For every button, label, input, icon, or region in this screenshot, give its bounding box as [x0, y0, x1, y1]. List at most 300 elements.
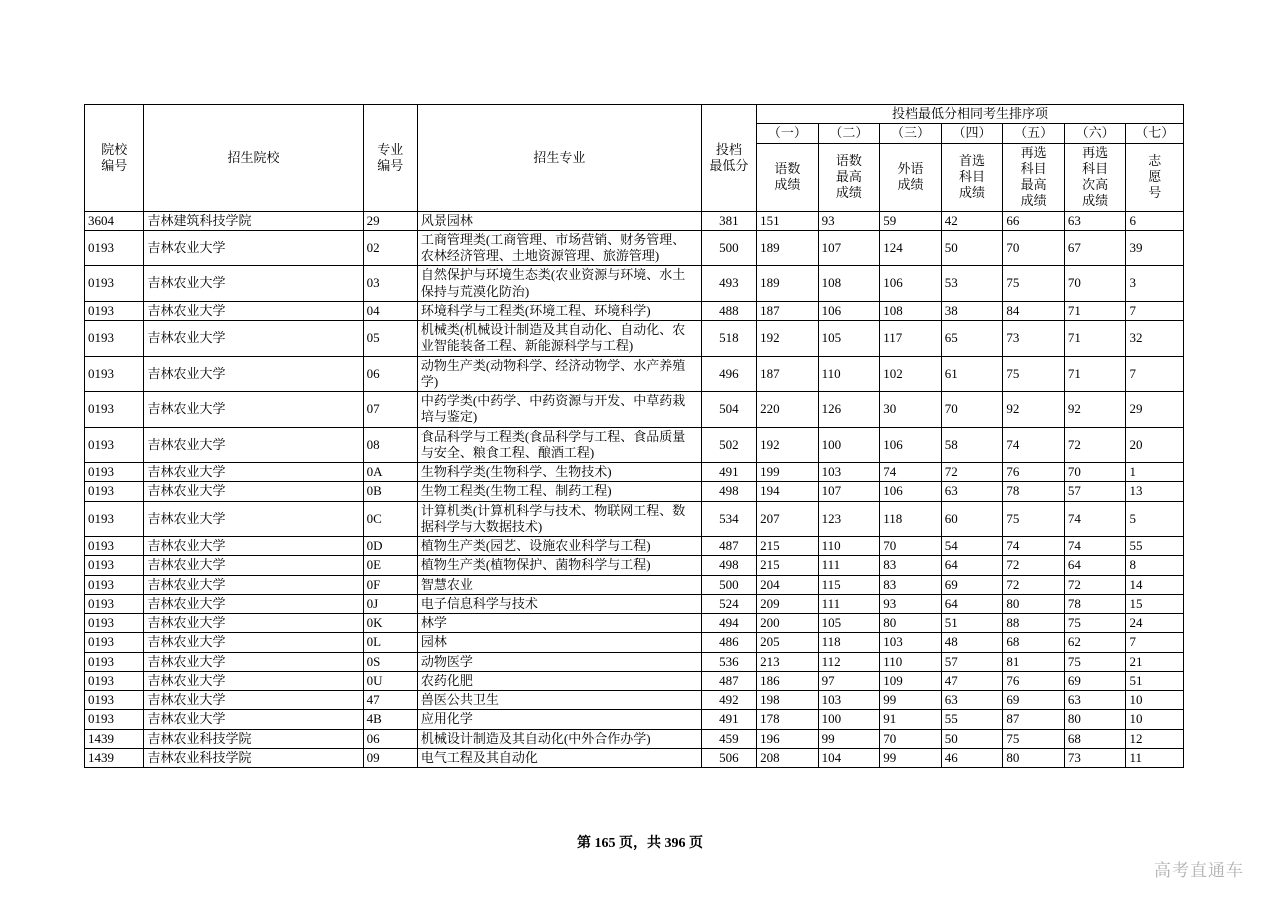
header-rank-2: （二）: [818, 124, 880, 143]
cell-choice-number: 7: [1126, 301, 1184, 320]
cell-school-code: 0193: [85, 652, 144, 671]
cell-major-name: 计算机类(计算机科学与技术、物联网工程、数据科学与大数据技术): [417, 501, 701, 537]
cell-elective-second-score: 75: [1064, 652, 1126, 671]
cell-school-code: 0193: [85, 537, 144, 556]
cell-chinese-math-top-score: 110: [818, 356, 880, 392]
header-rank-4: （四）: [941, 124, 1003, 143]
cell-major-code: 0E: [363, 556, 417, 575]
table-row: [85, 748, 1184, 767]
cell-elective-second-score: 71: [1064, 321, 1126, 357]
cell-min-score: 534: [701, 501, 756, 537]
cell-choice-number: 8: [1126, 556, 1184, 575]
cell-elective-top-score: 70: [1003, 230, 1065, 266]
cell-chinese-math-score: 189: [757, 266, 819, 302]
cell-major-name: 林学: [417, 614, 701, 633]
cell-foreign-language-score: 124: [880, 230, 942, 266]
cell-major-name: 应用化学: [417, 710, 701, 729]
cell-major-name: 智慧农业: [417, 575, 701, 594]
cell-first-subject-score: 54: [941, 537, 1003, 556]
cell-foreign-language-score: 106: [880, 266, 942, 302]
cell-chinese-math-top-score: 93: [818, 211, 880, 230]
cell-school-name: 吉林农业大学: [144, 266, 363, 302]
cell-elective-top-score: 80: [1003, 594, 1065, 613]
cell-elective-top-score: 75: [1003, 729, 1065, 748]
cell-chinese-math-score: 187: [757, 301, 819, 320]
cell-choice-number: 29: [1126, 392, 1184, 428]
cell-elective-second-score: 64: [1064, 556, 1126, 575]
cell-school-code: 0193: [85, 427, 144, 463]
table-body: [85, 211, 1184, 768]
cell-foreign-language-score: 30: [880, 392, 942, 428]
cell-elective-second-score: 73: [1064, 748, 1126, 767]
cell-elective-second-score: 68: [1064, 729, 1126, 748]
cell-foreign-language-score: 80: [880, 614, 942, 633]
cell-min-score: 500: [701, 575, 756, 594]
cell-min-score: 488: [701, 301, 756, 320]
watermark: 高考直通车: [1154, 861, 1244, 880]
cell-chinese-math-score: 192: [757, 427, 819, 463]
cell-school-name: 吉林农业科技学院: [144, 748, 363, 767]
cell-foreign-language-score: 83: [880, 556, 942, 575]
cell-school-code: 0193: [85, 463, 144, 482]
cell-choice-number: 11: [1126, 748, 1184, 767]
cell-major-name: 中药学类(中药学、中药资源与开发、中草药栽培与鉴定): [417, 392, 701, 428]
cell-school-name: 吉林农业大学: [144, 356, 363, 392]
cell-chinese-math-score: 207: [757, 501, 819, 537]
cell-chinese-math-score: 205: [757, 633, 819, 652]
cell-min-score: 491: [701, 710, 756, 729]
cell-school-code: 0193: [85, 230, 144, 266]
cell-school-name: 吉林农业大学: [144, 230, 363, 266]
cell-elective-top-score: 69: [1003, 691, 1065, 710]
cell-elective-second-score: 63: [1064, 211, 1126, 230]
cell-elective-top-score: 81: [1003, 652, 1065, 671]
header-school-name: 招生院校: [144, 105, 363, 212]
cell-min-score: 493: [701, 266, 756, 302]
cell-foreign-language-score: 106: [880, 482, 942, 501]
cell-school-name: 吉林农业大学: [144, 537, 363, 556]
cell-major-name: 园林: [417, 633, 701, 652]
cell-chinese-math-score: 220: [757, 392, 819, 428]
header-foreign-language-score: 外语 成绩: [880, 143, 942, 211]
cell-school-name: 吉林农业大学: [144, 652, 363, 671]
cell-major-code: 0L: [363, 633, 417, 652]
cell-major-name: 食品科学与工程类(食品科学与工程、食品质量与安全、粮食工程、酿酒工程): [417, 427, 701, 463]
cell-chinese-math-score: 199: [757, 463, 819, 482]
header-chinese-math-top-score: 语数 最高 成绩: [818, 143, 880, 211]
cell-chinese-math-score: 215: [757, 556, 819, 575]
cell-first-subject-score: 72: [941, 463, 1003, 482]
cell-foreign-language-score: 59: [880, 211, 942, 230]
cell-school-code: 0193: [85, 691, 144, 710]
cell-major-name: 动物生产类(动物科学、经济动物学、水产养殖学): [417, 356, 701, 392]
table-row: [85, 710, 1184, 729]
cell-major-code: 0C: [363, 501, 417, 537]
table-row: [85, 211, 1184, 230]
cell-major-code: 06: [363, 729, 417, 748]
cell-elective-top-score: 76: [1003, 671, 1065, 690]
cell-foreign-language-score: 99: [880, 691, 942, 710]
cell-first-subject-score: 63: [941, 691, 1003, 710]
admission-score-table: [84, 104, 1184, 768]
table-row: [85, 463, 1184, 482]
cell-first-subject-score: 48: [941, 633, 1003, 652]
header-choice-number: 志 愿 号: [1126, 143, 1184, 211]
cell-chinese-math-score: 189: [757, 230, 819, 266]
cell-elective-top-score: 78: [1003, 482, 1065, 501]
cell-foreign-language-score: 103: [880, 633, 942, 652]
header-rank-6: （六）: [1064, 124, 1126, 143]
cell-major-name: 自然保护与环境生态类(农业资源与环境、水土保持与荒漠化防治): [417, 266, 701, 302]
cell-school-code: 0193: [85, 594, 144, 613]
cell-min-score: 524: [701, 594, 756, 613]
cell-foreign-language-score: 70: [880, 537, 942, 556]
cell-major-code: 0D: [363, 537, 417, 556]
cell-chinese-math-top-score: 100: [818, 427, 880, 463]
cell-major-code: 0K: [363, 614, 417, 633]
cell-min-score: 492: [701, 691, 756, 710]
cell-school-name: 吉林农业大学: [144, 575, 363, 594]
cell-chinese-math-score: 196: [757, 729, 819, 748]
cell-chinese-math-top-score: 123: [818, 501, 880, 537]
cell-elective-top-score: 72: [1003, 575, 1065, 594]
cell-school-code: 0193: [85, 614, 144, 633]
cell-school-code: 0193: [85, 301, 144, 320]
header-first-subject-score: 首选 科目 成绩: [941, 143, 1003, 211]
header-rank-5: （五）: [1003, 124, 1065, 143]
cell-major-name: 生物工程类(生物工程、制药工程): [417, 482, 701, 501]
cell-major-code: 08: [363, 427, 417, 463]
cell-foreign-language-score: 83: [880, 575, 942, 594]
cell-school-name: 吉林农业大学: [144, 556, 363, 575]
cell-major-code: 0J: [363, 594, 417, 613]
cell-chinese-math-top-score: 107: [818, 482, 880, 501]
cell-foreign-language-score: 91: [880, 710, 942, 729]
cell-foreign-language-score: 93: [880, 594, 942, 613]
cell-school-name: 吉林农业大学: [144, 594, 363, 613]
cell-school-code: 0193: [85, 321, 144, 357]
cell-elective-top-score: 80: [1003, 748, 1065, 767]
cell-first-subject-score: 69: [941, 575, 1003, 594]
cell-major-name: 动物医学: [417, 652, 701, 671]
cell-elective-top-score: 73: [1003, 321, 1065, 357]
cell-chinese-math-score: 194: [757, 482, 819, 501]
cell-foreign-language-score: 108: [880, 301, 942, 320]
table-row: [85, 671, 1184, 690]
cell-elective-top-score: 75: [1003, 266, 1065, 302]
cell-choice-number: 21: [1126, 652, 1184, 671]
cell-school-name: 吉林农业大学: [144, 463, 363, 482]
cell-elective-second-score: 70: [1064, 266, 1126, 302]
cell-school-name: 吉林农业大学: [144, 501, 363, 537]
cell-school-code: 0193: [85, 482, 144, 501]
cell-min-score: 487: [701, 537, 756, 556]
header-elective-second-score: 再选 科目 次高 成绩: [1064, 143, 1126, 211]
cell-major-code: 0U: [363, 671, 417, 690]
cell-major-code: 0S: [363, 652, 417, 671]
cell-min-score: 486: [701, 633, 756, 652]
cell-school-code: 1439: [85, 748, 144, 767]
table-row: [85, 652, 1184, 671]
header-rank-3: （三）: [880, 124, 942, 143]
cell-major-code: 0A: [363, 463, 417, 482]
cell-major-code: 09: [363, 748, 417, 767]
table-row: [85, 614, 1184, 633]
cell-elective-top-score: 68: [1003, 633, 1065, 652]
cell-school-name: 吉林农业大学: [144, 427, 363, 463]
cell-first-subject-score: 55: [941, 710, 1003, 729]
cell-elective-second-score: 80: [1064, 710, 1126, 729]
cell-chinese-math-score: 204: [757, 575, 819, 594]
cell-elective-second-score: 74: [1064, 501, 1126, 537]
cell-elective-second-score: 75: [1064, 614, 1126, 633]
table-row: [85, 537, 1184, 556]
cell-elective-top-score: 74: [1003, 427, 1065, 463]
cell-first-subject-score: 50: [941, 230, 1003, 266]
cell-chinese-math-top-score: 97: [818, 671, 880, 690]
cell-first-subject-score: 58: [941, 427, 1003, 463]
cell-foreign-language-score: 118: [880, 501, 942, 537]
cell-major-code: 07: [363, 392, 417, 428]
header-elective-top-score: 再选 科目 最高 成绩: [1003, 143, 1065, 211]
cell-chinese-math-top-score: 106: [818, 301, 880, 320]
cell-major-code: 03: [363, 266, 417, 302]
cell-choice-number: 3: [1126, 266, 1184, 302]
cell-chinese-math-top-score: 111: [818, 556, 880, 575]
cell-chinese-math-top-score: 105: [818, 614, 880, 633]
cell-foreign-language-score: 99: [880, 748, 942, 767]
cell-foreign-language-score: 102: [880, 356, 942, 392]
cell-chinese-math-top-score: 115: [818, 575, 880, 594]
cell-chinese-math-top-score: 112: [818, 652, 880, 671]
cell-choice-number: 1: [1126, 463, 1184, 482]
table-header: [85, 105, 1184, 212]
cell-elective-top-score: 74: [1003, 537, 1065, 556]
cell-first-subject-score: 42: [941, 211, 1003, 230]
header-rank-1: （一）: [757, 124, 819, 143]
header-rank-7: （七）: [1126, 124, 1184, 143]
cell-choice-number: 12: [1126, 729, 1184, 748]
cell-school-name: 吉林建筑科技学院: [144, 211, 363, 230]
cell-min-score: 381: [701, 211, 756, 230]
cell-foreign-language-score: 109: [880, 671, 942, 690]
table-row: [85, 427, 1184, 463]
cell-chinese-math-top-score: 118: [818, 633, 880, 652]
cell-school-name: 吉林农业大学: [144, 614, 363, 633]
cell-chinese-math-top-score: 108: [818, 266, 880, 302]
table-row: [85, 482, 1184, 501]
cell-major-code: 02: [363, 230, 417, 266]
cell-elective-second-score: 71: [1064, 301, 1126, 320]
cell-elective-second-score: 63: [1064, 691, 1126, 710]
cell-first-subject-score: 65: [941, 321, 1003, 357]
cell-major-name: 植物生产类(园艺、设施农业科学与工程): [417, 537, 701, 556]
cell-min-score: 502: [701, 427, 756, 463]
cell-chinese-math-score: 208: [757, 748, 819, 767]
cell-elective-second-score: 72: [1064, 575, 1126, 594]
cell-min-score: 498: [701, 556, 756, 575]
cell-first-subject-score: 61: [941, 356, 1003, 392]
cell-choice-number: 6: [1126, 211, 1184, 230]
cell-choice-number: 39: [1126, 230, 1184, 266]
header-school-code: 院校 编号: [85, 105, 144, 212]
cell-school-code: 1439: [85, 729, 144, 748]
cell-chinese-math-top-score: 104: [818, 748, 880, 767]
cell-chinese-math-score: 215: [757, 537, 819, 556]
cell-major-code: 04: [363, 301, 417, 320]
cell-first-subject-score: 57: [941, 652, 1003, 671]
cell-major-name: 植物生产类(植物保护、菌物科学与工程): [417, 556, 701, 575]
header-min-score: 投档 最低分: [701, 105, 756, 212]
cell-major-code: 47: [363, 691, 417, 710]
cell-foreign-language-score: 74: [880, 463, 942, 482]
cell-school-name: 吉林农业大学: [144, 710, 363, 729]
cell-elective-top-score: 72: [1003, 556, 1065, 575]
cell-elective-top-score: 88: [1003, 614, 1065, 633]
cell-elective-top-score: 84: [1003, 301, 1065, 320]
table-row: [85, 356, 1184, 392]
cell-elective-second-score: 67: [1064, 230, 1126, 266]
cell-foreign-language-score: 70: [880, 729, 942, 748]
cell-chinese-math-score: 192: [757, 321, 819, 357]
cell-school-code: 0193: [85, 575, 144, 594]
cell-chinese-math-score: 186: [757, 671, 819, 690]
cell-min-score: 494: [701, 614, 756, 633]
cell-school-code: 0193: [85, 710, 144, 729]
cell-school-code: 0193: [85, 501, 144, 537]
cell-first-subject-score: 64: [941, 594, 1003, 613]
cell-elective-top-score: 87: [1003, 710, 1065, 729]
cell-choice-number: 7: [1126, 633, 1184, 652]
cell-min-score: 487: [701, 671, 756, 690]
cell-major-name: 机械设计制造及其自动化(中外合作办学): [417, 729, 701, 748]
table-row: [85, 321, 1184, 357]
cell-chinese-math-top-score: 103: [818, 463, 880, 482]
cell-elective-second-score: 72: [1064, 427, 1126, 463]
cell-school-name: 吉林农业大学: [144, 392, 363, 428]
cell-first-subject-score: 63: [941, 482, 1003, 501]
cell-major-code: 0B: [363, 482, 417, 501]
cell-min-score: 506: [701, 748, 756, 767]
cell-min-score: 518: [701, 321, 756, 357]
cell-chinese-math-top-score: 100: [818, 710, 880, 729]
table-row: [85, 230, 1184, 266]
cell-elective-second-score: 74: [1064, 537, 1126, 556]
cell-chinese-math-top-score: 110: [818, 537, 880, 556]
cell-choice-number: 24: [1126, 614, 1184, 633]
cell-choice-number: 14: [1126, 575, 1184, 594]
cell-elective-second-score: 92: [1064, 392, 1126, 428]
cell-choice-number: 15: [1126, 594, 1184, 613]
cell-min-score: 491: [701, 463, 756, 482]
cell-school-name: 吉林农业大学: [144, 671, 363, 690]
cell-elective-top-score: 75: [1003, 356, 1065, 392]
table-row: [85, 691, 1184, 710]
header-chinese-math-score: 语数 成绩: [757, 143, 819, 211]
cell-major-name: 机械类(机械设计制造及其自动化、自动化、农业智能装备工程、新能源科学与工程): [417, 321, 701, 357]
table-row: [85, 575, 1184, 594]
cell-major-name: 工商管理类(工商管理、市场营销、财务管理、农林经济管理、土地资源管理、旅游管理): [417, 230, 701, 266]
cell-choice-number: 10: [1126, 710, 1184, 729]
cell-major-code: 29: [363, 211, 417, 230]
table-row: [85, 266, 1184, 302]
cell-school-code: 0193: [85, 671, 144, 690]
cell-first-subject-score: 70: [941, 392, 1003, 428]
cell-first-subject-score: 46: [941, 748, 1003, 767]
cell-first-subject-score: 38: [941, 301, 1003, 320]
cell-chinese-math-score: 213: [757, 652, 819, 671]
cell-elective-top-score: 75: [1003, 501, 1065, 537]
header-major-code: 专业 编号: [363, 105, 417, 212]
cell-chinese-math-top-score: 105: [818, 321, 880, 357]
cell-major-code: 05: [363, 321, 417, 357]
cell-chinese-math-score: 200: [757, 614, 819, 633]
cell-school-code: 0193: [85, 266, 144, 302]
cell-choice-number: 55: [1126, 537, 1184, 556]
cell-first-subject-score: 47: [941, 671, 1003, 690]
cell-min-score: 504: [701, 392, 756, 428]
table-row: [85, 301, 1184, 320]
cell-elective-second-score: 57: [1064, 482, 1126, 501]
cell-elective-second-score: 62: [1064, 633, 1126, 652]
cell-choice-number: 13: [1126, 482, 1184, 501]
cell-choice-number: 51: [1126, 671, 1184, 690]
cell-major-name: 电气工程及其自动化: [417, 748, 701, 767]
cell-school-code: 0193: [85, 392, 144, 428]
cell-major-code: 06: [363, 356, 417, 392]
cell-chinese-math-top-score: 99: [818, 729, 880, 748]
cell-elective-top-score: 76: [1003, 463, 1065, 482]
cell-choice-number: 5: [1126, 501, 1184, 537]
cell-first-subject-score: 53: [941, 266, 1003, 302]
cell-school-name: 吉林农业大学: [144, 691, 363, 710]
cell-chinese-math-score: 178: [757, 710, 819, 729]
cell-school-code: 0193: [85, 633, 144, 652]
header-major-name: 招生专业: [417, 105, 701, 212]
table-row: [85, 501, 1184, 537]
cell-school-name: 吉林农业大学: [144, 633, 363, 652]
table-row: [85, 594, 1184, 613]
cell-min-score: 536: [701, 652, 756, 671]
cell-elective-second-score: 78: [1064, 594, 1126, 613]
cell-school-name: 吉林农业大学: [144, 301, 363, 320]
cell-school-name: 吉林农业科技学院: [144, 729, 363, 748]
cell-school-code: 0193: [85, 556, 144, 575]
cell-chinese-math-top-score: 126: [818, 392, 880, 428]
cell-first-subject-score: 50: [941, 729, 1003, 748]
cell-school-name: 吉林农业大学: [144, 321, 363, 357]
cell-elective-top-score: 92: [1003, 392, 1065, 428]
cell-major-name: 生物科学类(生物科学、生物技术): [417, 463, 701, 482]
cell-choice-number: 20: [1126, 427, 1184, 463]
cell-min-score: 498: [701, 482, 756, 501]
cell-major-name: 环境科学与工程类(环境工程、环境科学): [417, 301, 701, 320]
cell-major-name: 风景园林: [417, 211, 701, 230]
cell-first-subject-score: 60: [941, 501, 1003, 537]
table-row: [85, 633, 1184, 652]
cell-elective-top-score: 66: [1003, 211, 1065, 230]
header-tiebreak-group: 投档最低分相同考生排序项: [757, 105, 1184, 124]
cell-min-score: 459: [701, 729, 756, 748]
cell-elective-second-score: 71: [1064, 356, 1126, 392]
cell-school-code: 0193: [85, 356, 144, 392]
table-row: [85, 556, 1184, 575]
cell-choice-number: 10: [1126, 691, 1184, 710]
cell-chinese-math-score: 187: [757, 356, 819, 392]
cell-elective-second-score: 69: [1064, 671, 1126, 690]
table-row: [85, 729, 1184, 748]
cell-first-subject-score: 51: [941, 614, 1003, 633]
